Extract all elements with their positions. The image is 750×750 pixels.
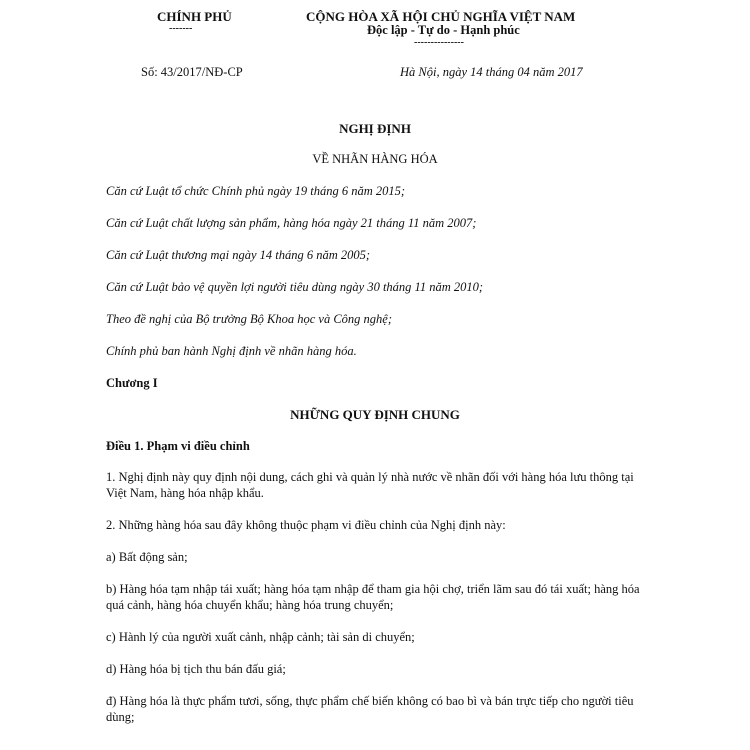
preamble-line: Chính phủ ban hành Nghị định về nhãn hàng hóa. [106,344,357,358]
document-type: NGHỊ ĐỊNH [339,121,411,136]
clause-paragraph: 1. Nghị định này quy định nội dung, cách ghi và quản lý nhà nước về nhãn đối với hàng hóa lưu thông tại Việt Nam, hàng hóa nhập khẩu. [106,470,634,500]
clause-item: a) Bất động sản; [106,550,188,564]
document-number: Số: 43/2017/NĐ-CP [141,65,243,79]
clause-item: c) Hành lý của người xuất cảnh, nhập cảnh; tài sản di chuyển; [106,630,415,644]
article-heading: Điều 1. Phạm vi điều chỉnh [106,439,250,453]
clause-item: đ) Hàng hóa là thực phẩm tươi, sống, thực phẩm chế biến không có bao bì và bán trực tiếp cho người tiêu dùng; [106,694,634,724]
preamble-line: Căn cứ Luật bảo vệ quyền lợi người tiêu dùng ngày 30 tháng 11 năm 2010; [106,280,484,294]
preamble-line: Căn cứ Luật tổ chức Chính phủ ngày 19 tháng 6 năm 2015; [106,184,406,198]
clause-paragraph: 2. Những hàng hóa sau đây không thuộc phạm vi điều chỉnh của Nghị định này: [106,518,506,532]
clause-item: d) Hàng hóa bị tịch thu bán đấu giá; [106,662,286,676]
motto-underline: --------------- [414,37,464,48]
preamble-line: Theo đề nghị của Bộ trưởng Bộ Khoa học và Công nghệ; [106,312,393,326]
issuer-name: CHÍNH PHỦ [157,9,232,24]
place-date: Hà Nội, ngày 14 tháng 04 năm 2017 [400,65,583,79]
issuer-underline: ------- [169,23,193,34]
chapter-title: NHỮNG QUY ĐỊNH CHUNG [290,407,460,422]
clause-item: b) Hàng hóa tạm nhập tái xuất; hàng hóa tạm nhập để tham gia hội chợ, triển lãm sau đó tái xuất; hàng hóa quá cảnh, hàng hóa chuyển khẩu; hàng hóa trung chuyển; [106,582,640,612]
chapter-label: Chương I [106,376,158,390]
national-motto: Độc lập - Tự do - Hạnh phúc [367,23,520,37]
preamble-line: Căn cứ Luật thương mại ngày 14 tháng 6 năm 2005; [106,248,371,262]
preamble-line: Căn cứ Luật chất lượng sản phẩm, hàng hóa ngày 21 tháng 11 năm 2007; [106,216,477,230]
national-title: CỘNG HÒA XÃ HỘI CHỦ NGHĨA VIỆT NAM [306,9,576,24]
document-subject: VỀ NHÃN HÀNG HÓA [312,152,438,166]
